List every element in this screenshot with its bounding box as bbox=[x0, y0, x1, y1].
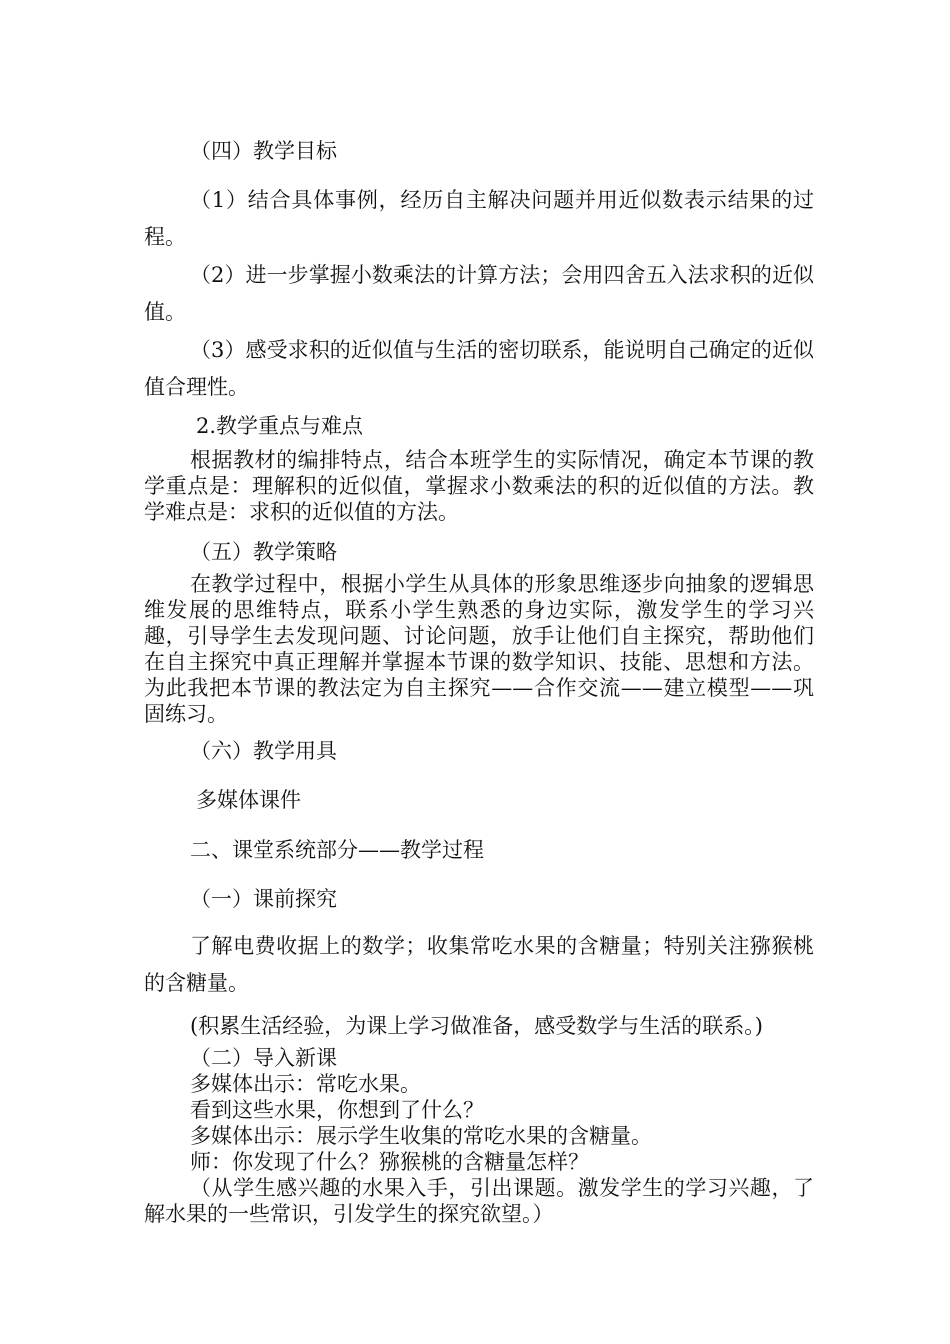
intro-line-4: 师：你发现了什么？猕猴桃的含糖量怎样？ bbox=[190, 1150, 589, 1174]
key-points-paragraph: 根据教材的编排特点，结合本班学生的实际情况，确定本节课的教学重点是：理解积的近似值，掌握求小数乘法的积的近似值的方法。教学难点是：求积的近似值的方法。 bbox=[144, 448, 814, 524]
tools-item: 多媒体课件 bbox=[196, 788, 301, 812]
goal-item-3: （3）感受求积的近似值与生活的密切联系，能说明自己确定的近似值合理性。 bbox=[144, 338, 814, 399]
pre-class-paragraph: 了解电费收据上的数学；收集常吃水果的含糖量；特别关注猕猴桃的含糖量。 bbox=[144, 934, 814, 995]
heading-key-points: 2.教学重点与难点 bbox=[196, 414, 364, 438]
intro-note: （从学生感兴趣的水果入手，引出课题。激发学生的学习兴趣，了解水果的一些常识，引发学生的探究欲望。） bbox=[144, 1176, 814, 1226]
heading-classroom-process: 二、课堂系统部分——教学过程 bbox=[190, 838, 484, 862]
intro-line-3: 多媒体出示：展示学生收集的常吃水果的含糖量。 bbox=[190, 1124, 652, 1148]
goal-item-1: （1）结合具体事例，经历自主解决问题并用近似数表示结果的过程。 bbox=[144, 188, 814, 249]
strategy-paragraph: 在教学过程中，根据小学生从具体的形象思维逐步向抽象的逻辑思维发展的思维特点，联系小学生熟悉的身边实际，激发学生的学习兴趣，引导学生去发现问题、讨论问题，放手让他们自主探究，帮助他们在自主探究中真正理解并掌握本节课的数学知识、技能、思想和方法。为此我把本节课的教法定为自主探究——合作交流——建立模型——巩固练习。 bbox=[144, 572, 814, 726]
goal-item-2: （2）进一步掌握小数乘法的计算方法；会用四舍五入法求积的近似值。 bbox=[144, 263, 814, 324]
pre-class-note: (积累生活经验，为课上学习做准备，感受数学与生活的联系。) bbox=[190, 1014, 763, 1038]
heading-teaching-tools: （六）教学用具 bbox=[190, 739, 337, 763]
heading-pre-class: （一）课前探究 bbox=[190, 887, 337, 911]
intro-line-2: 看到这些水果，你想到了什么？ bbox=[190, 1098, 484, 1122]
heading-teaching-goals: （四）教学目标 bbox=[190, 139, 337, 163]
heading-teaching-strategy: （五）教学策略 bbox=[190, 540, 337, 564]
intro-line-1: 多媒体出示：常吃水果。 bbox=[190, 1072, 421, 1096]
heading-lesson-intro: （二）导入新课 bbox=[190, 1046, 337, 1070]
